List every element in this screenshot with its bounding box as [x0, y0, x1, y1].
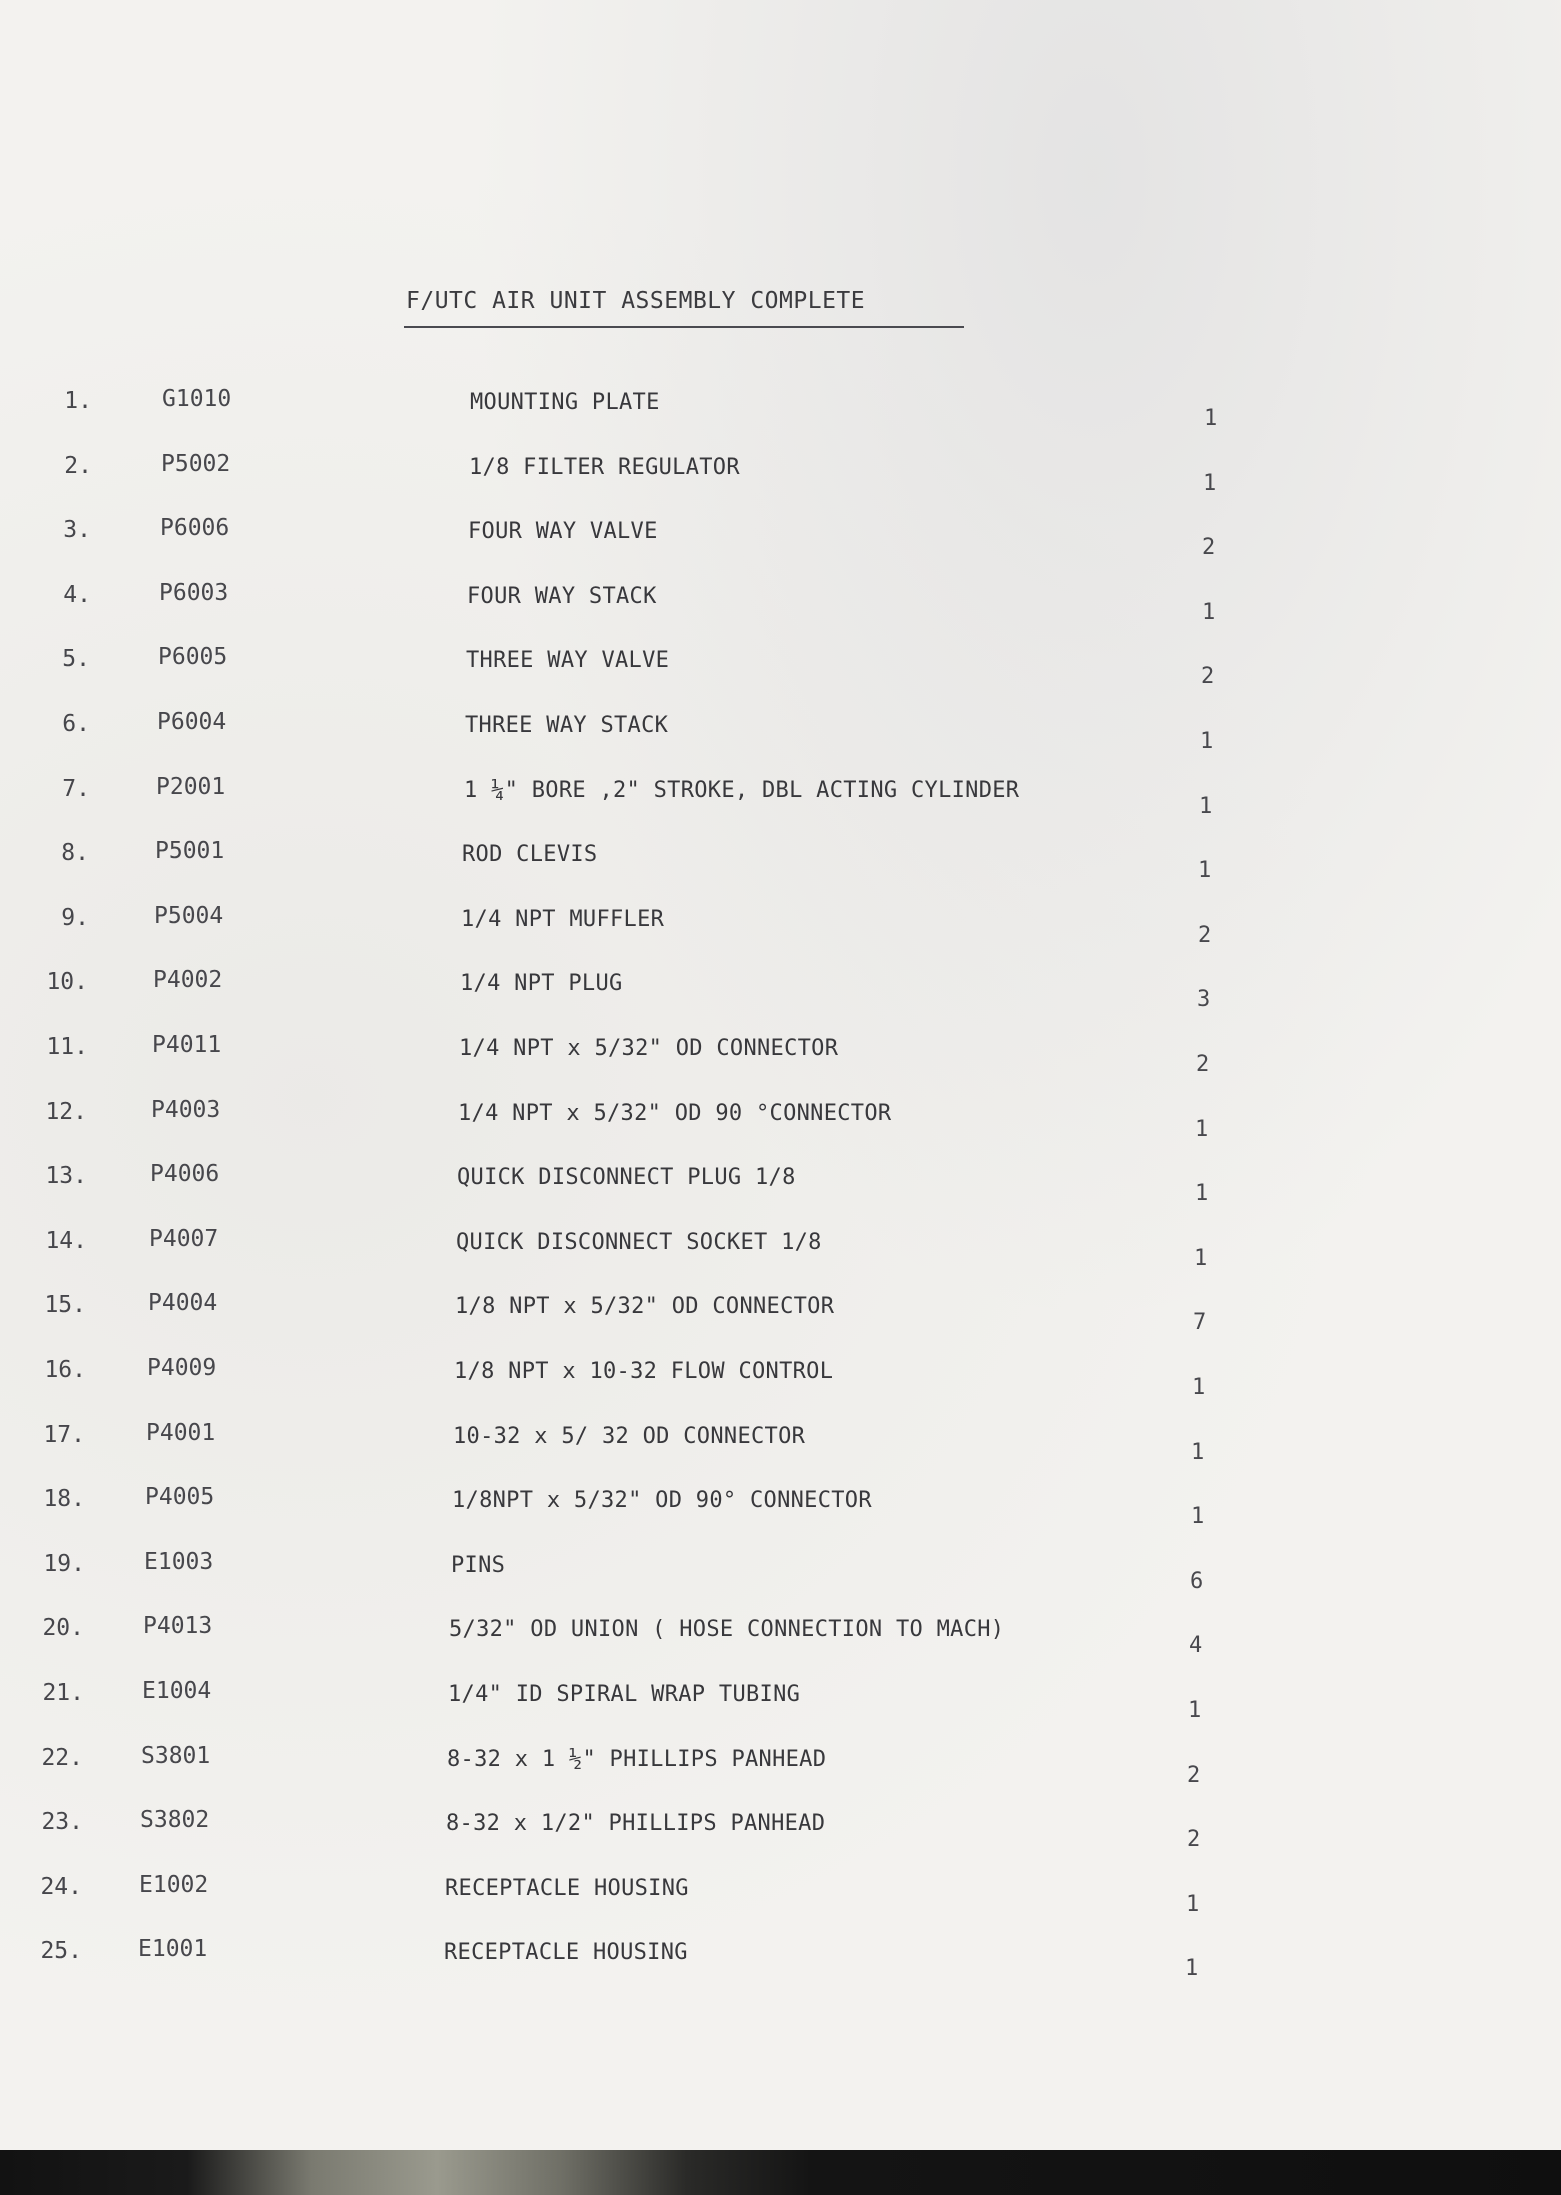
item-number: 23.	[41, 1809, 83, 1835]
parts-row	[0, 517, 1561, 577]
part-quantity: 2	[1202, 535, 1216, 560]
item-number: 8.	[61, 840, 89, 866]
part-number: P6003	[159, 580, 229, 606]
parts-row	[0, 776, 1561, 836]
item-number: 10.	[46, 969, 88, 995]
part-number: E1002	[139, 1872, 209, 1898]
item-number: 19.	[43, 1551, 85, 1577]
part-number: E1003	[144, 1549, 214, 1575]
parts-row	[0, 646, 1561, 706]
part-description: FOUR WAY STACK	[467, 584, 657, 609]
part-number: P4005	[145, 1484, 215, 1510]
part-quantity: 2	[1187, 1763, 1201, 1788]
part-description: 1/8NPT x 5/32" OD 90° CONNECTOR	[452, 1488, 872, 1513]
title-underline	[404, 326, 964, 328]
part-quantity: 1	[1191, 1440, 1205, 1465]
part-description: RECEPTACLE HOUSING	[445, 1876, 689, 1901]
parts-row	[0, 1357, 1561, 1417]
parts-row	[0, 711, 1561, 771]
part-quantity: 2	[1196, 1052, 1210, 1077]
parts-row	[0, 1228, 1561, 1288]
part-quantity: 1	[1199, 794, 1213, 819]
part-number: P4002	[153, 967, 223, 993]
item-number: 21.	[42, 1680, 84, 1706]
part-quantity: 3	[1197, 987, 1211, 1012]
part-number: P6005	[158, 644, 228, 670]
item-number: 16.	[44, 1357, 86, 1383]
part-description: 5/32" OD UNION ( HOSE CONNECTION TO MACH)	[449, 1617, 1005, 1642]
parts-row	[0, 1163, 1561, 1223]
part-number: S3802	[140, 1807, 210, 1833]
part-description: MOUNTING PLATE	[470, 390, 660, 415]
item-number: 6.	[62, 711, 90, 737]
part-quantity: 1	[1185, 1956, 1199, 1981]
part-number: P4013	[143, 1613, 213, 1639]
part-quantity: 1	[1195, 1181, 1209, 1206]
part-number: E1004	[142, 1678, 212, 1704]
part-number: P4004	[148, 1290, 218, 1316]
part-quantity: 1	[1203, 471, 1217, 496]
part-quantity: 1	[1191, 1504, 1205, 1529]
item-number: 5.	[62, 646, 90, 672]
item-number: 3.	[63, 517, 91, 543]
part-number: P4001	[146, 1420, 216, 1446]
part-description: 1/4 NPT x 5/32" OD CONNECTOR	[459, 1036, 839, 1061]
part-quantity: 2	[1201, 664, 1215, 689]
parts-row	[0, 388, 1561, 448]
part-number: P4007	[149, 1226, 219, 1252]
parts-row	[0, 453, 1561, 513]
part-quantity: 1	[1204, 406, 1218, 431]
part-description: RECEPTACLE HOUSING	[444, 1940, 688, 1965]
part-number: P4011	[152, 1032, 222, 1058]
part-quantity: 1	[1200, 729, 1214, 754]
document-title: F/UTC AIR UNIT ASSEMBLY COMPLETE	[406, 288, 866, 314]
parts-row	[0, 1551, 1561, 1611]
part-number: P5001	[155, 838, 225, 864]
part-description: 1/4 NPT x 5/32" OD 90 °CONNECTOR	[458, 1101, 892, 1126]
part-quantity: 1	[1186, 1892, 1200, 1917]
part-number: P4009	[147, 1355, 217, 1381]
part-number: P4003	[151, 1097, 221, 1123]
parts-row	[0, 1099, 1561, 1159]
part-description: FOUR WAY VALVE	[468, 519, 658, 544]
part-description: 1/4 NPT MUFFLER	[461, 907, 665, 932]
part-quantity: 2	[1198, 923, 1212, 948]
part-number: P4006	[150, 1161, 220, 1187]
part-number: P6006	[160, 515, 230, 541]
part-quantity: 1	[1195, 1117, 1209, 1142]
item-number: 4.	[63, 582, 91, 608]
item-number: 2.	[64, 453, 92, 479]
part-number: P2001	[156, 774, 226, 800]
parts-row	[0, 840, 1561, 900]
part-description: 8-32 x 1/2" PHILLIPS PANHEAD	[446, 1811, 826, 1836]
parts-row	[0, 1874, 1561, 1934]
parts-row	[0, 582, 1561, 642]
part-quantity: 1	[1192, 1375, 1206, 1400]
parts-row	[0, 1486, 1561, 1546]
part-description: 1/4 NPT PLUG	[460, 971, 623, 996]
part-quantity: 1	[1188, 1698, 1202, 1723]
parts-row	[0, 1680, 1561, 1740]
item-number: 20.	[42, 1615, 84, 1641]
part-quantity: 6	[1190, 1569, 1204, 1594]
part-quantity: 4	[1189, 1633, 1203, 1658]
parts-row	[0, 1809, 1561, 1869]
part-number: P5004	[154, 903, 224, 929]
part-description: 10-32 x 5/ 32 OD CONNECTOR	[453, 1424, 806, 1449]
item-number: 7.	[62, 776, 90, 802]
part-description: 1/8 NPT x 10-32 FLOW CONTROL	[454, 1359, 834, 1384]
item-number: 25.	[40, 1938, 82, 1964]
parts-row	[0, 1292, 1561, 1352]
part-number: G1010	[162, 386, 232, 412]
part-number: S3801	[141, 1743, 211, 1769]
part-description: PINS	[451, 1553, 506, 1578]
part-description: 1/8 NPT x 5/32" OD CONNECTOR	[455, 1294, 835, 1319]
parts-row	[0, 1034, 1561, 1094]
part-number: P5002	[161, 451, 231, 477]
part-number: E1001	[138, 1936, 208, 1962]
part-quantity: 7	[1193, 1310, 1207, 1335]
parts-row	[0, 1615, 1561, 1675]
item-number: 13.	[45, 1163, 87, 1189]
part-description: 1 ¼" BORE ,2" STROKE, DBL ACTING CYLINDER	[464, 778, 1020, 803]
item-number: 22.	[41, 1745, 83, 1771]
item-number: 15.	[44, 1292, 86, 1318]
scan-edge-strip	[0, 2150, 1561, 2195]
part-quantity: 1	[1202, 600, 1216, 625]
part-description: 1/4" ID SPIRAL WRAP TUBING	[448, 1682, 801, 1707]
item-number: 9.	[61, 905, 89, 931]
part-description: THREE WAY VALVE	[466, 648, 670, 673]
item-number: 18.	[43, 1486, 85, 1512]
part-description: 1/8 FILTER REGULATOR	[469, 455, 740, 480]
part-quantity: 1	[1194, 1246, 1208, 1271]
part-description: QUICK DISCONNECT PLUG 1/8	[457, 1165, 796, 1190]
part-quantity: 2	[1187, 1827, 1201, 1852]
part-description: THREE WAY STACK	[465, 713, 669, 738]
part-number: P6004	[157, 709, 227, 735]
item-number: 24.	[40, 1874, 82, 1900]
part-description: ROD CLEVIS	[462, 842, 598, 867]
item-number: 17.	[43, 1422, 85, 1448]
item-number: 14.	[45, 1228, 87, 1254]
parts-row	[0, 1422, 1561, 1482]
item-number: 11.	[46, 1034, 88, 1060]
part-description: QUICK DISCONNECT SOCKET 1/8	[456, 1230, 822, 1255]
parts-row	[0, 1938, 1561, 1998]
parts-row	[0, 1745, 1561, 1805]
parts-row	[0, 905, 1561, 965]
item-number: 12.	[45, 1099, 87, 1125]
parts-row	[0, 969, 1561, 1029]
item-number: 1.	[64, 388, 92, 414]
part-description: 8-32 x 1 ½" PHILLIPS PANHEAD	[447, 1747, 827, 1772]
part-quantity: 1	[1198, 858, 1212, 883]
